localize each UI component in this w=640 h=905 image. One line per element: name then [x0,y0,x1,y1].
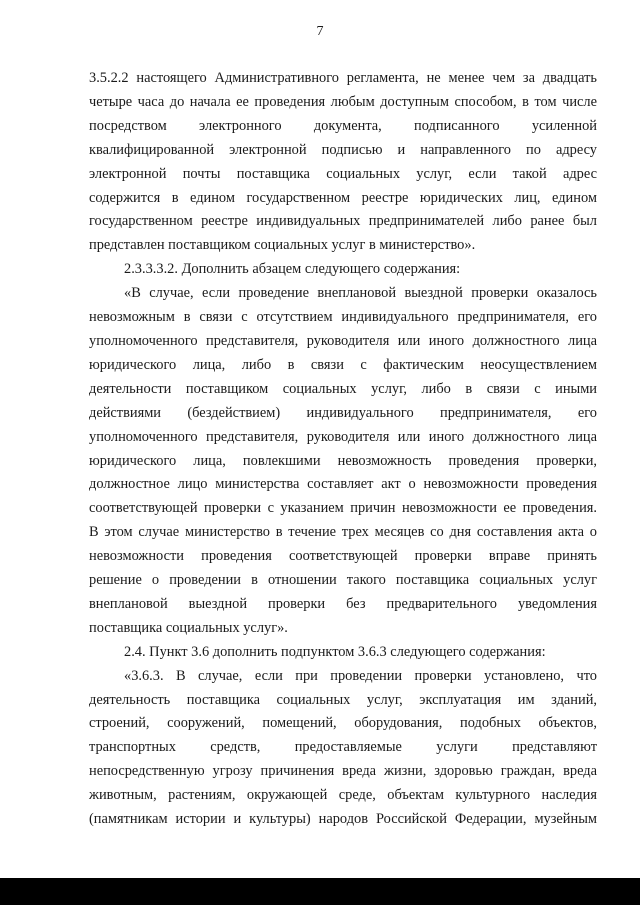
text-line: действиями (бездействием) индивидуального предпринимателя, его [89,404,597,421]
text-line: животным, растениям, окружающей среде, объектам культурного наследия [89,787,597,804]
text-line: В этом случае министерство в течение трех месяцев со дня составления акта о [89,524,597,541]
text-line: непосредственную угрозу причинения вреда жизни, здоровью граждан, вреда [89,763,597,780]
text-line: юридического лица, повлекшими невозможность проведения проверки, [89,452,597,469]
page-number: 7 [316,24,324,39]
text-line: 2.3.3.3.2. Дополнить абзацем следующего содержания: [124,261,461,278]
document-body [89,67,597,832]
text-line: транспортных средств, предоставляемые услуги представляют [89,739,597,756]
text-line: невозможным в связи с отсутствием индивидуального предпринимателя, его [89,309,597,326]
text-line: внеплановой выездной проверки без предварительного уведомления [89,595,597,612]
scan-bottom-edge [0,878,640,905]
text-line: 3.5.2.2 настоящего Административного регламента, не менее чем за двадцать [89,70,597,86]
text-line: деятельности поставщиком социальных услуг, либо в связи с иными [89,380,597,397]
text-line: четыре часа до начала ее проведения любым доступным способом, в том числе [89,93,597,110]
text-line: представлен поставщиком социальных услуг в министерство». [89,237,476,254]
text-line: уполномоченного представителя, руководителя или иного должностного лица [89,428,597,445]
text-line: деятельность поставщика социальных услуг, эксплуатация им зданий, [89,691,597,708]
text-line: государственном реестре индивидуальных предпринимателей либо ранее был [89,213,597,230]
text-line: 2.4. Пункт 3.6 дополнить подпунктом 3.6.3 следующего содержания: [124,643,546,660]
text-line: «В случае, если проведение внеплановой выездной проверки оказалось [124,285,597,302]
text-line: строений, сооружений, помещений, оборудования, подобных объектов, [89,715,597,732]
text-line: (памятникам истории и культуры) народов Российской Федерации, музейным [89,811,597,828]
text-line: электронной почты поставщика социальных услуг, если такой адрес [89,165,597,182]
text-line: юридического лица, либо в связи с фактическим неосуществлением [89,356,597,373]
text-line: соответствующей проверки с указанием причин невозможности ее проведения. [89,500,597,517]
text-line: решение о проведении в отношении такого поставщика социальных услуг [89,572,597,589]
text-line: невозможности проведения соответствующей проверки вправе принять [89,548,597,565]
text-line: «3.6.3. В случае, если при проведении проверки установлено, что [124,667,597,684]
text-line: квалифицированной электронной подписью и направленного по адресу [89,141,597,158]
text-line: поставщика социальных услуг». [89,619,288,636]
text-line: посредством электронного документа, подписанного усиленной [89,117,597,134]
text-line: содержится в едином государственном реестре юридических лиц, едином [89,189,597,206]
text-line: уполномоченного представителя, руководителя или иного должностного лица [89,332,597,349]
text-line: должностное лицо министерства составляет акт о невозможности проведения [89,476,597,493]
